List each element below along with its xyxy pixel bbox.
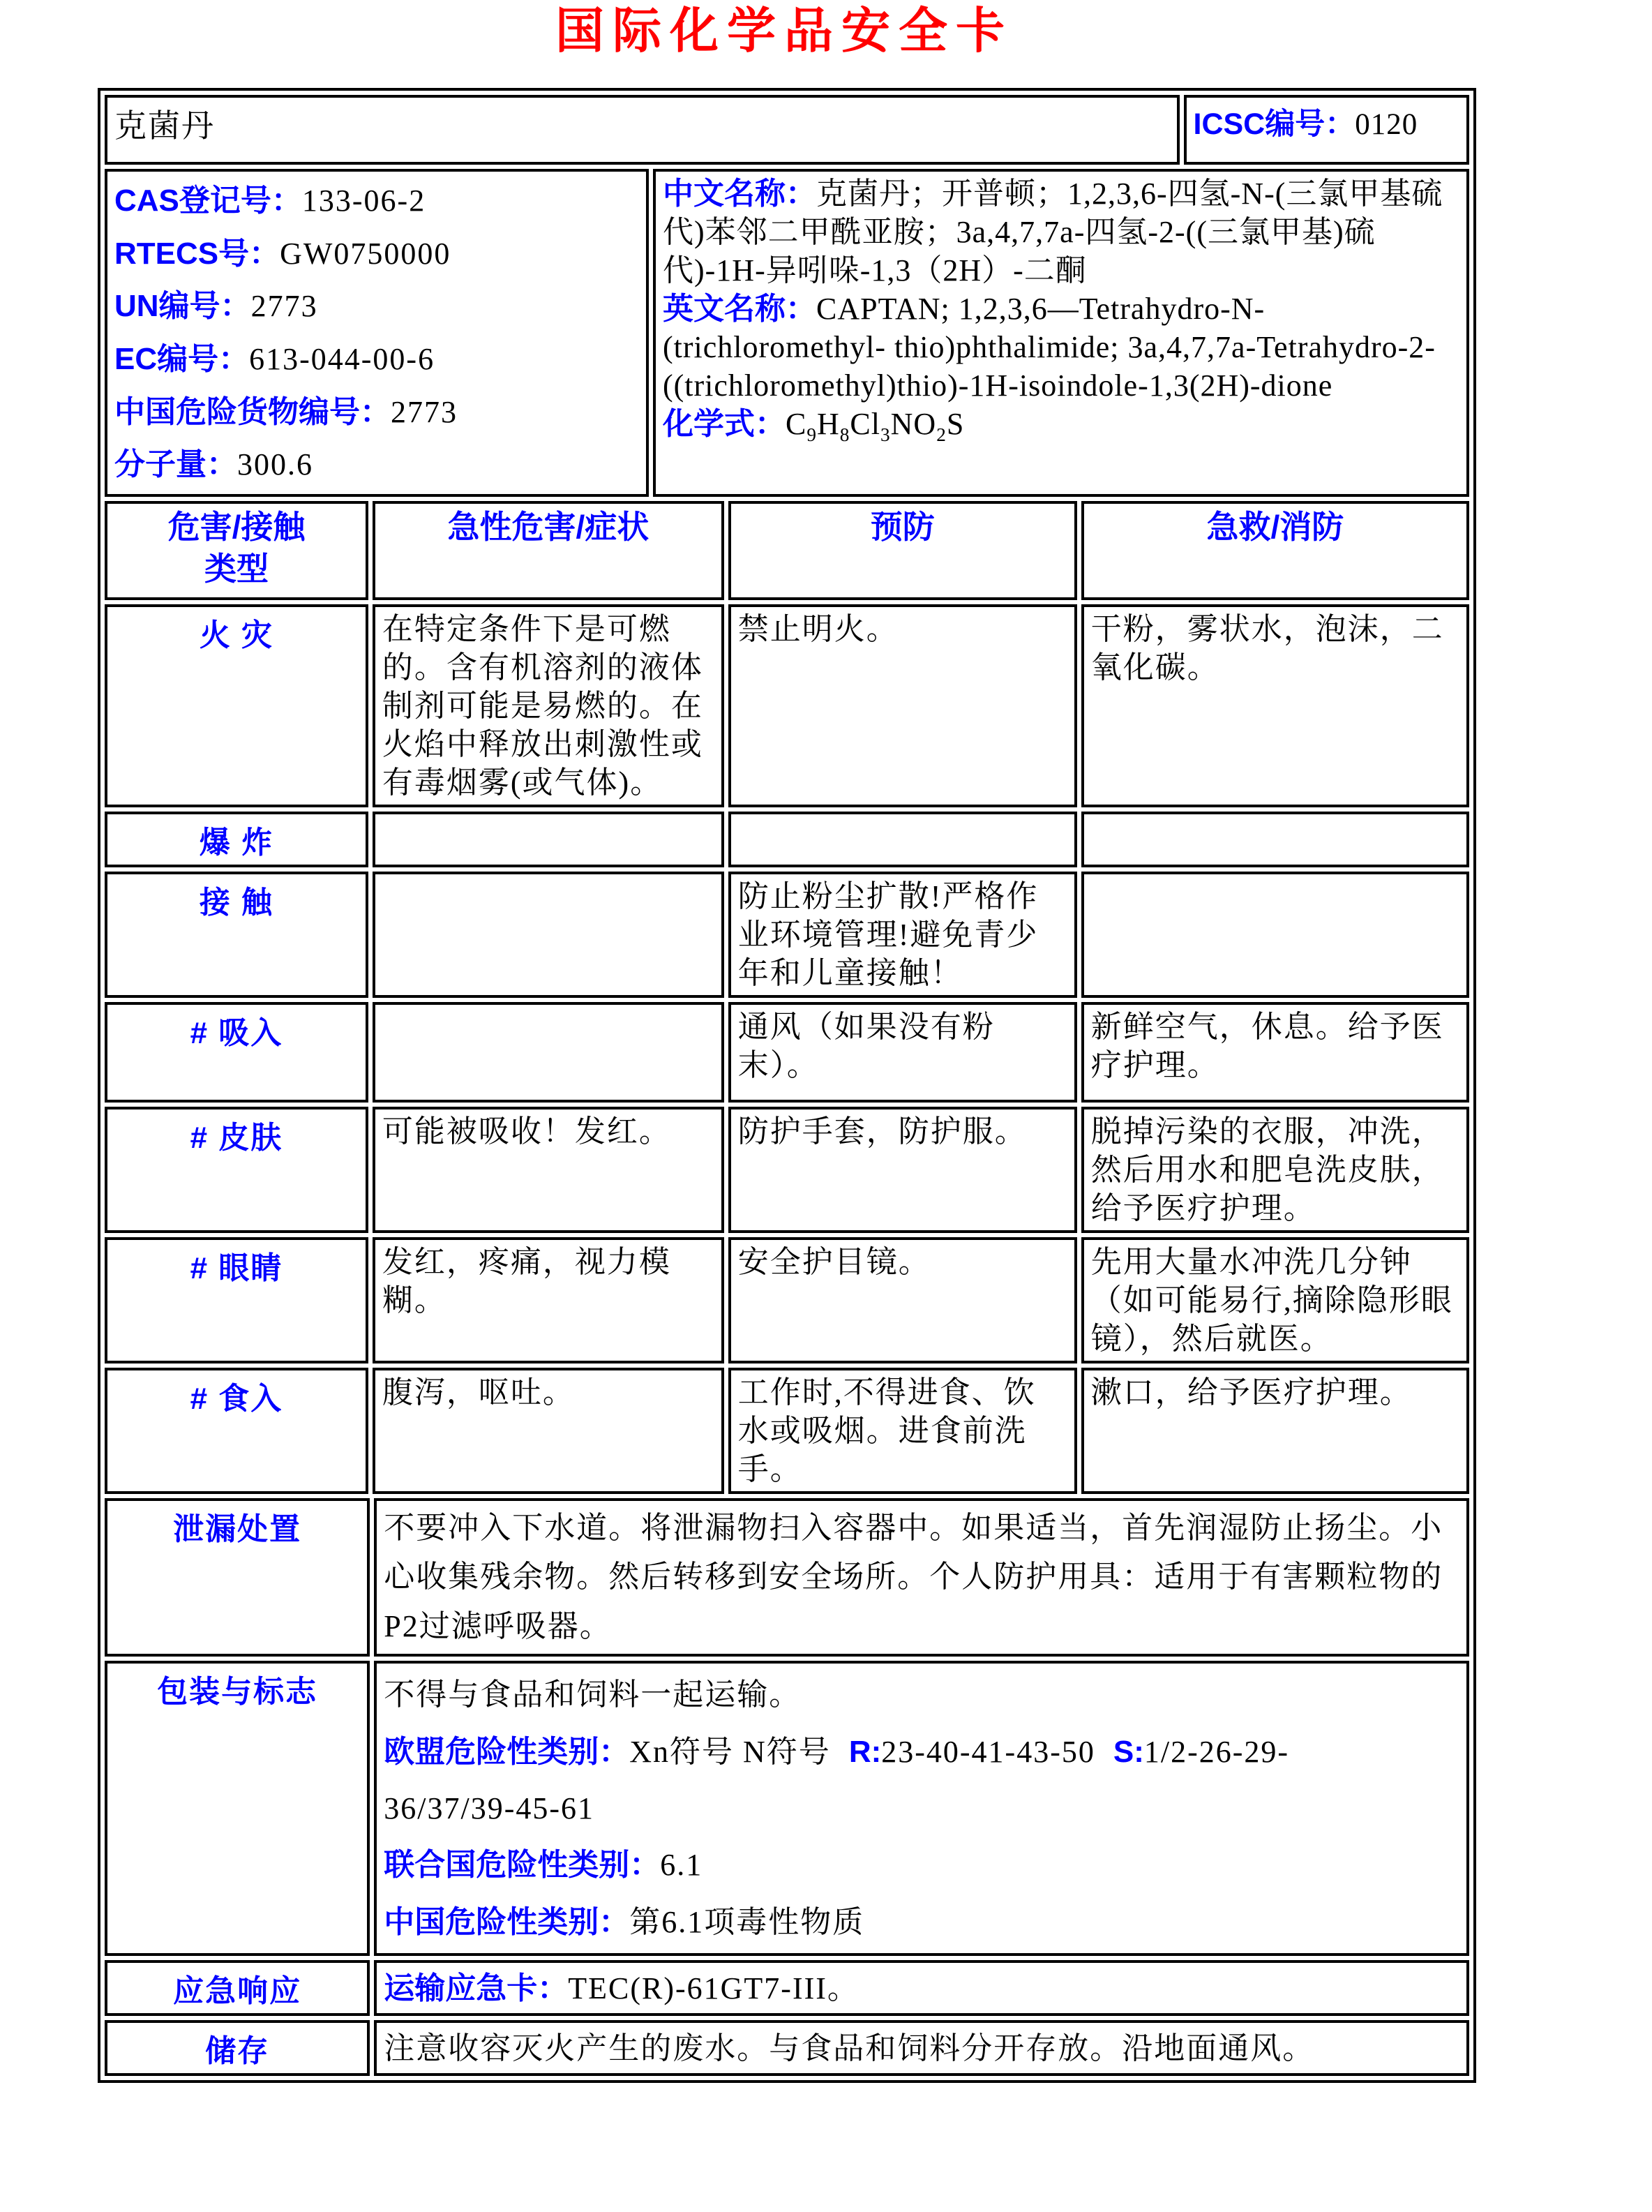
molecular-weight-value: 300.6	[237, 447, 313, 482]
hazard-header-row	[105, 501, 1469, 600]
explosion-prevention-cell	[728, 812, 1077, 867]
emergency-response-label: 应急响应	[105, 1960, 370, 2016]
formula-subscript: 3	[880, 424, 891, 445]
text-segment: 36/37/39-45-61	[384, 1791, 595, 1825]
spill-disposal-content	[374, 1498, 1469, 1657]
china-dg-label: 中国危险货物编号：	[114, 394, 391, 429]
card-header-row	[105, 95, 1469, 165]
hazard-row-fire	[105, 604, 1469, 807]
prevention-header: 预防	[728, 501, 1077, 600]
chinese-name-value: 克菌丹；开普顿；1,2,3,6-四氢-N-(三氯甲基硫代)苯邻二甲酰亚胺；3a,4,7,7a-四氢-2-((三氯甲基)硫代)-1H-异吲哚-1,3（2H）-二酮	[663, 177, 1443, 287]
ec-number-line	[114, 333, 639, 386]
molecular-weight-line	[114, 438, 639, 491]
row-label-eyes: # 眼睛	[105, 1237, 368, 1363]
section-row-spill	[105, 1498, 1469, 1657]
formula-subscript: 2	[936, 424, 947, 445]
text-line	[384, 1780, 1459, 1837]
field-label: 中国危险性类别：	[384, 1904, 630, 1939]
hazard-type-header: 危害/接触 类型	[105, 501, 368, 600]
un-label: UN编号：	[114, 289, 251, 324]
molecular-weight-label: 分子量：	[114, 447, 237, 482]
inhalation-prevention-cell: 通风（如果没有粉末）。	[728, 1002, 1077, 1103]
formula-subscript: 9	[806, 424, 817, 445]
hazard-row-ingestion	[105, 1368, 1469, 1494]
text-segment: 1/2-26-29-	[1143, 1734, 1290, 1769]
eyes-symptom-cell: 发红，疼痛，视力模糊。	[373, 1237, 724, 1363]
firstaid-header: 急救/消防	[1081, 501, 1469, 600]
sections-table	[100, 1494, 1473, 2080]
icsc-number-cell	[1184, 95, 1470, 165]
text-line	[384, 1968, 1459, 2008]
cas-label: CAS登记号：	[114, 184, 302, 218]
identifiers-cell	[105, 169, 649, 497]
identification-table	[100, 165, 1473, 501]
fire-prevention-cell: 禁止明火。	[728, 604, 1077, 807]
english-name-label: 英文名称：	[663, 292, 816, 326]
un-value: 2773	[250, 289, 318, 324]
page-title: 国际化学品安全卡	[555, 3, 1013, 58]
cas-value: 133-06-2	[301, 184, 426, 218]
skin-firstaid-cell: 脱掉污染的衣服，冲洗，然后用水和肥皂洗皮肤，给予医疗护理。	[1081, 1107, 1469, 1233]
contact-symptom-cell	[373, 872, 724, 998]
eyes-prevention-cell: 安全护目镜。	[728, 1237, 1077, 1363]
text-segment: TEC(R)-61GT7-III。	[568, 1971, 859, 2005]
packaging-labeling-content	[374, 1661, 1469, 1956]
contact-firstaid-cell	[1081, 872, 1469, 998]
text-line	[384, 1894, 1459, 1950]
text-segment: Xn符号 N符号	[629, 1734, 849, 1769]
china-dg-number-line	[114, 386, 639, 439]
hazard-row-inhalation	[105, 1002, 1469, 1103]
cas-number-line	[114, 174, 639, 227]
hazard-row-skin	[105, 1107, 1469, 1233]
hazard-row-explosion	[105, 812, 1469, 867]
identification-row	[105, 169, 1469, 497]
row-label-inhalation: # 吸入	[105, 1002, 368, 1103]
rtecs-value: GW0750000	[280, 236, 451, 271]
row-label-fire: 火 灾	[105, 604, 368, 807]
fire-firstaid-cell: 干粉，雾状水，泡沫，二氧化碳。	[1081, 604, 1469, 807]
chinese-name-label: 中文名称：	[663, 177, 816, 211]
ingestion-symptom-cell: 腹泻，呕吐。	[373, 1368, 724, 1494]
acute-hazard-header: 急性危害/症状	[373, 501, 724, 600]
skin-symptom-cell: 可能被吸收！发红。	[373, 1107, 724, 1233]
text-segment: 23-40-41-43-50	[881, 1734, 1113, 1769]
section-row-storage	[105, 2020, 1469, 2076]
text-line	[384, 1724, 1459, 1780]
formula-subscript: 8	[839, 424, 850, 445]
text-line	[384, 2028, 1459, 2068]
emergency-response-content	[374, 1960, 1469, 2016]
icsc-value: 0120	[1355, 108, 1418, 141]
card-header-table	[100, 91, 1473, 169]
un-number-line	[114, 280, 639, 333]
explosion-symptom-cell	[373, 812, 724, 867]
field-label: 联合国危险性类别：	[384, 1848, 661, 1883]
rtecs-number-line	[114, 227, 639, 281]
row-label-contact: 接 触	[105, 872, 368, 998]
text-line	[384, 1837, 1459, 1893]
text-line	[384, 1504, 1459, 1651]
ec-label: EC编号：	[114, 342, 250, 377]
substance-name-cell: 克菌丹	[105, 95, 1180, 165]
safety-card	[98, 88, 1476, 2083]
chemical-formula: $C_9H_8Cl_3NO_2S$	[786, 407, 965, 445]
text-segment: 6.1	[660, 1848, 703, 1883]
field-label: R:	[848, 1734, 882, 1769]
ec-value: 613-044-00-6	[249, 342, 435, 377]
formula-paragraph	[663, 405, 1459, 447]
names-cell	[653, 169, 1469, 497]
eyes-firstaid-cell: 先用大量水冲洗几分钟（如可能易行,摘除隐形眼镜），然后就医。	[1081, 1237, 1469, 1363]
text-line	[384, 1666, 1459, 1723]
spill-disposal-label: 泄漏处置	[105, 1498, 370, 1657]
packaging-labeling-label: 包装与标志	[105, 1661, 370, 1956]
storage-label: 储存	[105, 2020, 370, 2076]
text-segment: 不要冲入下水道。将泄漏物扫入容器中。如果适当，首先润湿防止扬尘。小心收集残余物。然后转移到安全场所。个人防护用具：适用于有害颗粒物的P2过滤呼吸器。	[384, 1511, 1443, 1643]
inhalation-symptom-cell	[373, 1002, 724, 1103]
icsc-label: ICSC编号：	[1193, 107, 1356, 141]
explosion-firstaid-cell	[1081, 812, 1469, 867]
field-label: S:	[1113, 1734, 1144, 1769]
hazard-row-contact	[105, 872, 1469, 998]
chinese-name-paragraph	[663, 174, 1459, 290]
section-row-emergency-response	[105, 1960, 1469, 2016]
section-row-packaging	[105, 1661, 1469, 1956]
fire-symptom-cell: 在特定条件下是可燃的。含有机溶剂的液体制剂可能是易燃的。在火焰中释放出刺激性或有毒烟雾(或气体)。	[373, 604, 724, 807]
row-label-skin: # 皮肤	[105, 1107, 368, 1233]
ingestion-prevention-cell: 工作时,不得进食、饮水或吸烟。进食前洗手。	[728, 1368, 1077, 1494]
field-label: 欧盟危险性类别：	[384, 1734, 630, 1769]
english-name-value: CAPTAN; 1,2,3,6—Tetrahydro-N-(trichloromethyl- thio)phthalimide; 3a,4,7,7a-Tetrahydro-2-((trichloromethyl)thio)-1H-isoindole-1,3(2H)-dione	[663, 292, 1436, 403]
hazard-table	[100, 497, 1473, 1498]
text-segment: 不得与食品和饲料一起运输。	[384, 1677, 802, 1712]
skin-prevention-cell: 防护手套，防护服。	[728, 1107, 1077, 1233]
row-label-ingestion: # 食入	[105, 1368, 368, 1494]
rtecs-label: RTECS号：	[114, 236, 280, 271]
field-label: 运输应急卡：	[384, 1971, 569, 2005]
text-segment: 注意收容灭火产生的废水。与食品和饲料分开存放。沿地面通风。	[384, 2031, 1315, 2065]
text-segment: 第6.1项毒性物质	[629, 1904, 865, 1939]
formula-label: 化学式：	[663, 407, 786, 441]
contact-prevention-cell: 防止粉尘扩散!严格作业环境管理!避免青少年和儿童接触！	[728, 872, 1077, 998]
hazard-row-eyes	[105, 1237, 1469, 1363]
china-dg-value: 2773	[391, 394, 458, 429]
inhalation-firstaid-cell: 新鲜空气，休息。给予医疗护理。	[1081, 1002, 1469, 1103]
storage-content	[374, 2020, 1469, 2076]
row-label-explosion: 爆 炸	[105, 812, 368, 867]
english-name-paragraph	[663, 290, 1459, 405]
ingestion-firstaid-cell: 漱口，给予医疗护理。	[1081, 1368, 1469, 1494]
